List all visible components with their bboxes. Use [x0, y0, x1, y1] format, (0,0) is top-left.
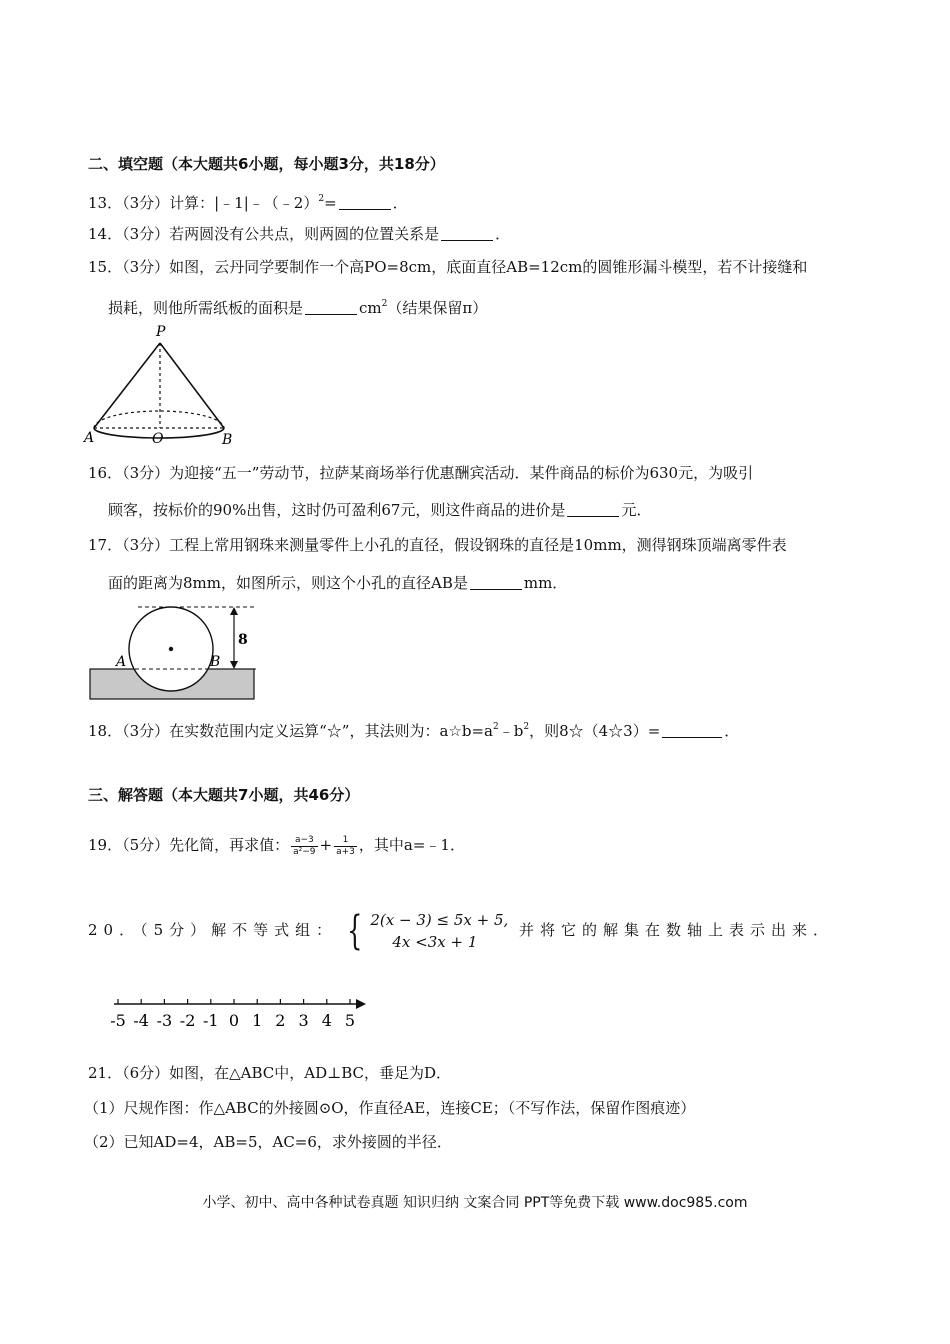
inequality-system: 2(x − 3) ≤ 5x + 5, 4x <3x + 1	[370, 911, 509, 951]
cone-figure	[82, 318, 252, 450]
question-17-line1: 17．（3分）工程上常用钢珠来测量零件上小孔的直径，假设钢珠的直径是10mm，测得钢珠顶端离零件表	[88, 536, 787, 554]
question-18: 18．（3分）在实数范围内定义运算“☆”，其法则为：$a☆b=a^2﹣b^2$，则8☆（4☆3）= ．	[88, 722, 740, 740]
cone-base-back	[94, 411, 224, 428]
arrow-head-bottom	[230, 661, 238, 669]
axis-tick-label: -5	[110, 1011, 126, 1030]
question-20: 20．（5分）解不等式组： { 2(x − 3) ≤ 5x + 5, 4x <3x + 1 并将它的解集在数轴上表示出来．	[88, 908, 835, 954]
question-21-line1: 21．（6分）如图，在△ABC中，AD⊥BC，垂足为D．	[88, 1064, 452, 1082]
cone-right-edge	[160, 343, 224, 428]
answer-blank[interactable]	[567, 502, 619, 517]
answer-blank[interactable]	[441, 226, 493, 241]
arrow-head-top	[230, 607, 238, 615]
answer-blank[interactable]	[470, 575, 522, 590]
axis-tick-label: -4	[133, 1011, 149, 1030]
question-16-line2: 顾客，按标价的90%出售，这时仍可盈利67元，则这件商品的进价是 元．	[108, 501, 652, 519]
axis-tick-label: 3	[298, 1011, 309, 1030]
section-2-title: 二、填空题（本大题共6小题，每小题3分，共18分）	[88, 155, 445, 173]
question-13: 13．（3分）计算：|﹣1|﹣（﹣2）$^2$= ．	[88, 194, 408, 212]
number-line	[100, 994, 372, 1032]
height-label: 8	[238, 632, 248, 648]
axis-tick-label: 2	[275, 1011, 286, 1030]
question-14: 14．（3分）若两圆没有公共点，则两圆的位置关系是 ．	[88, 225, 511, 243]
question-21-line2: （1）尺规作图：作△ABC的外接圆⊙O，作直径AE，连接CE；（不写作法，保留作图痕迹）	[84, 1099, 696, 1117]
axis-tick-label: -2	[179, 1011, 196, 1030]
label-o: O	[152, 431, 164, 447]
label-b: B	[210, 654, 221, 670]
cone-left-edge	[94, 343, 160, 428]
label-a: A	[84, 430, 95, 446]
axis-tick-label: 5	[344, 1011, 356, 1030]
label-p: P	[156, 324, 166, 340]
answer-blank[interactable]	[339, 195, 391, 210]
label-b: B	[222, 432, 233, 448]
axis-tick-label: -3	[156, 1011, 173, 1030]
fraction-1: $\frac{a-3}{\text{a²−9}}$	[293, 834, 316, 857]
axis-tick-label: 4	[321, 1011, 332, 1030]
label-a: A	[116, 654, 127, 670]
answer-blank[interactable]	[662, 723, 722, 738]
footer-text: 小学、初中、高中各种试卷真题 知识归纳 文案合同 PPT等免费下载 www.doc985.com	[202, 1195, 748, 1211]
fraction-2: $\frac{1}{a+3}$	[336, 834, 355, 857]
ball-hole-figure	[86, 600, 261, 704]
number-line-arrow	[356, 999, 366, 1009]
section-3-title: 三、解答题（本大题共7小题，共46分）	[88, 786, 360, 804]
question-21-line3: （2）已知AD=4，AB=5，AC=6，求外接圆的半径．	[84, 1133, 452, 1151]
question-15-line1: 15．（3分）如图，云丹同学要制作一个高PO=8cm，底面直径AB=12cm的圆锥形漏斗模型，若不计接缝和	[88, 258, 808, 276]
answer-blank[interactable]	[305, 300, 357, 315]
axis-tick-label: 0	[228, 1011, 240, 1030]
ball-center	[169, 647, 173, 651]
question-16-line1: 16．（3分）为迎接“五一”劳动节，拉萨某商场举行优惠酬宾活动．某件商品的标价为630元，为吸引	[88, 464, 754, 482]
axis-tick-label: -1	[203, 1011, 219, 1030]
question-17-line2: 面的距离为8mm，如图所示，则这个小孔的直径AB是 mm．	[108, 574, 568, 592]
question-19: 19．（5分）先化简，再求值： $\frac{a-3}{\text{a²−9}}$ + $\frac{1}{a+3}$ ，其中a=﹣1．	[88, 834, 465, 857]
question-15-line2: 损耗，则他所需纸板的面积是 $cm^2$（结果保留π）	[108, 299, 488, 317]
axis-tick-label: 1	[252, 1011, 263, 1030]
